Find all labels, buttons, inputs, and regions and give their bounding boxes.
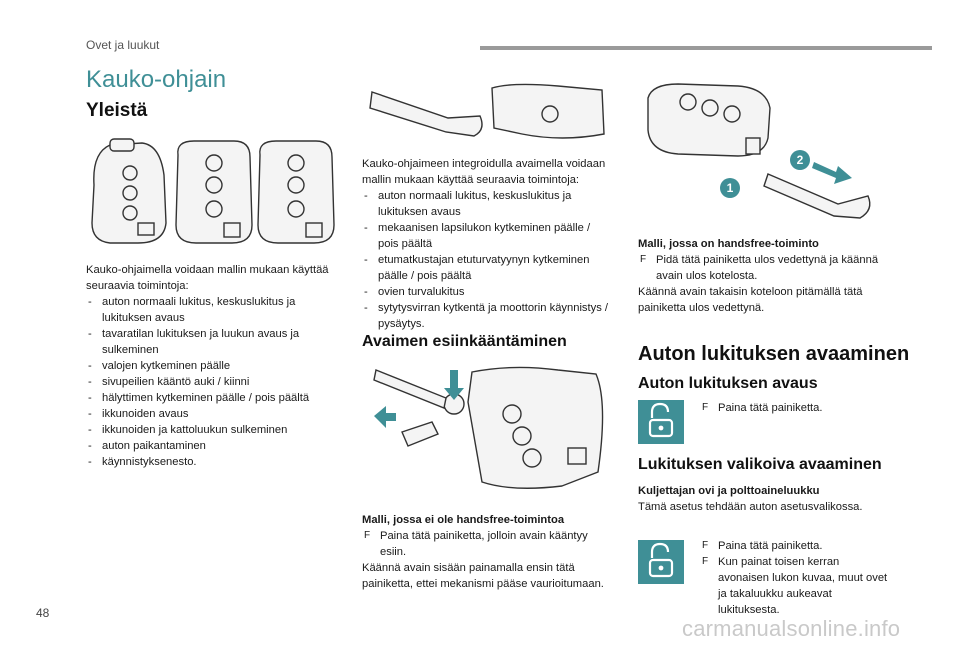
section-header: Ovet ja luukut (86, 38, 160, 52)
selective-note: Tämä asetus tehdään auton asetusvalikossa. (638, 501, 863, 513)
left-item: - ikkunoiden ja kattoluukun sulkeminen (86, 422, 336, 438)
left-item: - valojen kytkeminen päälle (86, 358, 336, 374)
heading-selective-unlock: Lukituksen valikoiva avaaminen (638, 456, 882, 473)
model-handsfree-step: F Pidä tätä painiketta ulos vedettynä ja käännä avain ulos kotelosta. (638, 252, 888, 284)
key-unfold-illustration (362, 362, 610, 502)
middle-item: - sytytysvirran kytkentä ja moottorin käynnistys / pysäytys. (362, 300, 610, 332)
heading-key-unfold: Avaimen esiinkääntäminen (362, 333, 567, 350)
heading-general: Yleistä (86, 100, 148, 121)
left-item: - ikkunoiden avaus (86, 406, 336, 422)
left-item: - hälyttimen kytkeminen päälle / pois päältä (86, 390, 336, 406)
middle-item: - mekaanisen lapsilukon kytkeminen päälle / pois päältä (362, 220, 610, 252)
model-no-handsfree-note: Käännä avain sisään painamalla ensin tätä painiketta, ettei mekanismi pääse vaurioitumaan. (362, 562, 604, 590)
callout-1-label: 1 (726, 181, 734, 195)
selective-steps (700, 538, 892, 618)
middle-item: - ovien turvalukitus (362, 284, 610, 300)
selective-step: F Kun painat toisen kerran avonaisen lukon kuvaa, muut ovet ja takaluukku aukeavat lukituksesta. (700, 554, 892, 618)
unlock-step: F Paina tätä painiketta. (700, 400, 908, 416)
integrated-key-illustration (362, 78, 610, 148)
key-fob-illustrations (86, 135, 336, 247)
heading-unlocking: Auton lukituksen avaaminen (638, 343, 910, 365)
unlocked-padlock-icon (638, 540, 684, 584)
page-title: Kauko-ohjain (86, 66, 227, 93)
selective-body (638, 483, 888, 515)
model-no-handsfree-step: F Paina tätä painiketta, jolloin avain kääntyy esiin. (362, 528, 610, 560)
page-number: 48 (36, 606, 50, 620)
left-item: - tavaratilan lukituksen ja luukun avaus ja sulkeminen (86, 326, 336, 358)
header-rule (480, 46, 932, 50)
callout-2-label: 2 (796, 153, 804, 167)
left-intro: Kauko-ohjaimella voidaan mallin mukaan käyttää seuraavia toimintoja: (86, 264, 329, 292)
left-item: - sivupeilien kääntö auki / kiinni (86, 374, 336, 390)
model-handsfree-note: Käännä avain takaisin koteloon pitämällä tätä painiketta ulos vedettynä. (638, 286, 863, 314)
watermark: carmanualsonline.info (682, 616, 901, 641)
selective-sub: Kuljettajan ovi ja polttoaineluukku (638, 485, 820, 497)
middle-item: - etumatkustajan etuturvatyynyn kytkeminen päälle / pois päältä (362, 252, 610, 284)
handsfree-key-illustration (638, 78, 888, 228)
left-item: - auton normaali lukitus, keskuslukitus ja lukituksen avaus (86, 294, 336, 326)
middle-body (362, 156, 610, 332)
middle-model (362, 512, 610, 592)
unlocked-padlock-icon (638, 400, 684, 444)
left-item: - auton paikantaminen (86, 438, 336, 454)
middle-intro: Kauko-ohjaimeen integroidulla avaimella voidaan mallin mukaan käyttää seuraavia toimintoja: (362, 158, 606, 186)
right-model (638, 236, 888, 316)
model-handsfree-title: Malli, jossa on handsfree-toiminto (638, 238, 819, 250)
heading-unlock-car: Auton lukituksen avaus (638, 375, 818, 392)
model-no-handsfree-title: Malli, jossa ei ole handsfree-toimintoa (362, 514, 565, 526)
selective-step: F Paina tätä painiketta. (700, 538, 892, 554)
left-body (86, 262, 336, 470)
left-item: - käynnistyksenesto. (86, 454, 336, 470)
middle-item: - auton normaali lukitus, keskuslukitus ja lukituksen avaus (362, 188, 610, 220)
